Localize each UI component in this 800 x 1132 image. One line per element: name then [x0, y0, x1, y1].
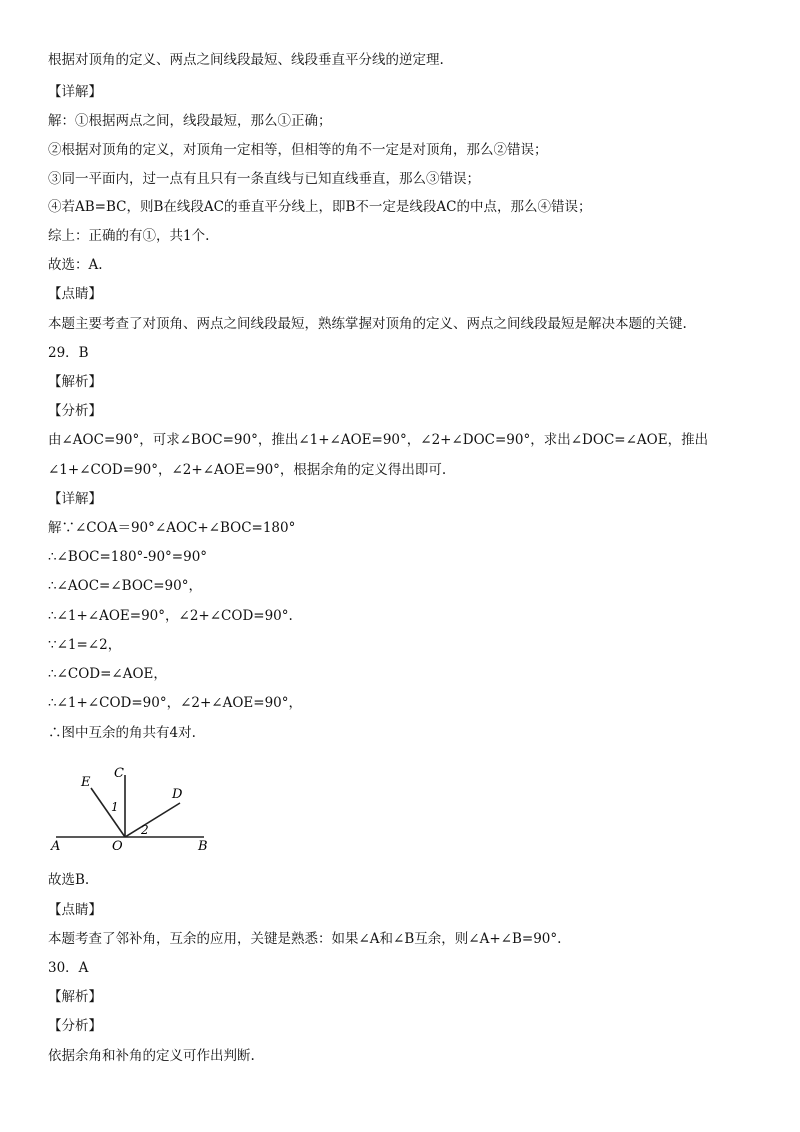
label-d: D: [172, 787, 183, 802]
section-heading: 【详解】: [48, 84, 102, 100]
answer-number: 30．A: [48, 960, 89, 976]
text-line: 故选B.: [48, 872, 90, 888]
label-o: O: [112, 839, 123, 854]
section-heading: 【分析】: [48, 403, 102, 419]
text-line: 综上：正确的有①，共1个.: [48, 228, 210, 244]
section-heading: 【解析】: [48, 374, 102, 390]
ray-oe: [91, 788, 125, 837]
text-line: 解∵∠COA＝90°∠AOC+∠BOC=180°: [48, 520, 296, 536]
text-line: 故选：A.: [48, 257, 103, 273]
text-line: ∴∠AOC=∠BOC=90°，: [48, 578, 202, 594]
text-line: ∴∠1+∠COD=90°，∠2+∠AOE=90°，: [48, 695, 303, 711]
text-line: 本题考查了邻补角，互余的应用，关键是熟悉：如果∠A和∠B互余，则∠A+∠B=90°.: [48, 931, 562, 947]
text-line: ∵∠1=∠2，: [48, 637, 122, 653]
label-a: A: [51, 839, 61, 854]
label-e: E: [81, 775, 91, 790]
section-heading: 【详解】: [48, 491, 102, 507]
section-heading: 【分析】: [48, 1018, 102, 1034]
label-b: B: [198, 839, 208, 854]
text-line: 依据余角和补角的定义可作出判断.: [48, 1048, 255, 1064]
label-c: C: [114, 766, 124, 781]
text-line: ∴∠BOC=180°-90°=90°: [48, 549, 208, 565]
text-line: ②根据对顶角的定义，对顶角一定相等，但相等的角不一定是对顶角，那么②错误；: [48, 142, 548, 158]
section-heading: 【点睛】: [48, 286, 102, 302]
section-heading: 【解析】: [48, 989, 102, 1005]
text-line: 根据对顶角的定义、两点之间线段最短、线段垂直平分线的逆定理.: [48, 52, 444, 68]
label-angle-2: 2: [141, 823, 149, 837]
label-angle-1: 1: [111, 800, 119, 814]
text-line: ③同一平面内，过一点有且只有一条直线与已知直线垂直，那么③错误；: [48, 171, 480, 187]
angle-figure: [48, 760, 228, 860]
section-heading: 【点睛】: [48, 902, 102, 918]
text-line: ∴图中互余的角共有4对.: [48, 725, 196, 741]
text-line: 由∠AOC=90°，可求∠BOC=90°，推出∠1+∠AOE=90°，∠2+∠DOC=90°，求出∠DOC=∠AOE，推出: [48, 432, 709, 448]
text-line: ∴∠1+∠AOE=90°，∠2+∠COD=90°.: [48, 608, 293, 624]
text-line: 本题主要考查了对顶角、两点之间线段最短，熟练掌握对顶角的定义、两点之间线段最短是解决本题的关键.: [48, 316, 687, 332]
text-line: ∠1+∠COD=90°，∠2+∠AOE=90°，根据余角的定义得出即可.: [48, 462, 447, 478]
text-line: ④若AB=BC，则B在线段AC的垂直平分线上，即B不一定是线段AC的中点，那么④错误；: [48, 199, 592, 215]
ray-od: [125, 803, 180, 837]
answer-number: 29．B: [48, 345, 89, 361]
text-line: ∴∠COD=∠AOE，: [48, 666, 167, 682]
text-line: 解：①根据两点之间，线段最短，那么①正确；: [48, 113, 332, 129]
